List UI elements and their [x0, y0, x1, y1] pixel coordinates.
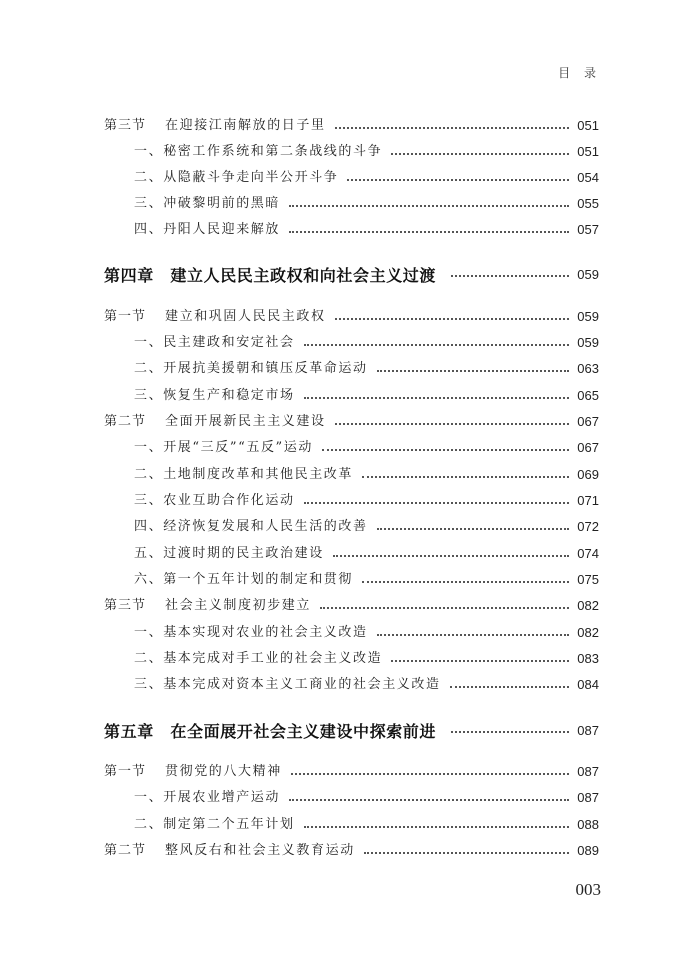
section-title: 建立和巩固人民民主政权 — [165, 309, 326, 324]
toc-section-entry[interactable] — [104, 306, 599, 328]
page-number: 069 — [577, 467, 599, 482]
subsection-title: 三、恢复生产和稳定市场 — [134, 388, 295, 403]
page-number: 051 — [577, 118, 599, 133]
toc-subsection-entry[interactable] — [104, 543, 599, 565]
dot-leader — [362, 581, 569, 583]
dot-leader — [362, 476, 569, 478]
toc-subsection-entry[interactable] — [104, 358, 599, 380]
subsection-title: 二、土地制度改革和其他民主改革 — [134, 467, 354, 482]
section-title: 贯彻党的八大精神 — [165, 764, 282, 779]
toc-chapter-entry[interactable] — [104, 261, 599, 287]
page-number: 082 — [577, 625, 599, 640]
page-number: 059 — [577, 266, 599, 282]
subsection-title: 六、第一个五年计划的制定和贯彻 — [134, 572, 354, 587]
dot-leader — [391, 660, 569, 662]
dot-leader — [304, 344, 570, 346]
toc-subsection-entry[interactable] — [104, 516, 599, 538]
dot-leader — [333, 555, 569, 557]
section-label: 第三节 — [104, 598, 147, 613]
section-title: 全面开展新民主主义建设 — [165, 414, 326, 429]
toc-chapter-entry[interactable] — [104, 717, 599, 743]
toc-subsection-entry[interactable] — [104, 193, 599, 215]
dot-leader — [335, 318, 570, 320]
page-number: 067 — [577, 414, 599, 429]
toc-subsection-entry[interactable] — [104, 464, 599, 486]
toc-section-entry[interactable] — [104, 840, 599, 862]
toc-subsection-entry[interactable] — [104, 167, 599, 189]
page-number: 059 — [577, 309, 599, 324]
subsection-title: 一、基本实现对农业的社会主义改造 — [134, 625, 368, 640]
subsection-title: 一、开展“三反”“五反”运动 — [134, 440, 313, 455]
dot-leader — [335, 423, 570, 425]
section-label: 第二节 — [104, 843, 147, 858]
dot-leader — [377, 370, 570, 372]
page-number: 063 — [577, 361, 599, 376]
page-number: 059 — [577, 335, 599, 350]
dot-leader — [304, 397, 570, 399]
page-number: 075 — [577, 572, 599, 587]
section-label: 第三节 — [104, 118, 147, 133]
dot-leader — [289, 205, 569, 207]
dot-leader — [289, 799, 569, 801]
dot-leader — [377, 528, 570, 530]
page-number: 054 — [577, 170, 599, 185]
toc-subsection-entry[interactable] — [104, 569, 599, 591]
toc-subsection-entry[interactable] — [104, 219, 599, 241]
toc-subsection-entry[interactable] — [104, 674, 599, 696]
toc-subsection-entry[interactable] — [104, 648, 599, 670]
page-number: 067 — [577, 440, 599, 455]
subsection-title: 二、从隐蔽斗争走向半公开斗争 — [134, 170, 339, 185]
section-title: 社会主义制度初步建立 — [165, 598, 312, 613]
dot-leader — [451, 731, 569, 733]
subsection-title: 二、制定第二个五年计划 — [134, 817, 295, 832]
page-number: 083 — [577, 651, 599, 666]
folio-page-number: 003 — [575, 880, 601, 899]
subsection-title: 四、经济恢复发展和人民生活的改善 — [134, 519, 368, 534]
page-number: 055 — [577, 196, 599, 211]
toc-subsection-entry[interactable] — [104, 787, 599, 809]
section-title: 在迎接江南解放的日子里 — [165, 118, 326, 133]
section-label: 第一节 — [104, 309, 147, 324]
dot-leader — [335, 127, 570, 129]
subsection-title: 一、民主建政和安定社会 — [134, 335, 295, 350]
page-number: 071 — [577, 493, 599, 508]
dot-leader — [289, 231, 569, 233]
subsection-title: 三、基本完成对资本主义工商业的社会主义改造 — [134, 677, 441, 692]
toc-subsection-entry[interactable] — [104, 622, 599, 644]
page-number: 065 — [577, 388, 599, 403]
toc-subsection-entry[interactable] — [104, 385, 599, 407]
page-number: 089 — [577, 843, 599, 858]
section-title: 整风反右和社会主义教育运动 — [165, 843, 355, 858]
toc-subsection-entry[interactable] — [104, 332, 599, 354]
toc-subsection-entry[interactable] — [104, 490, 599, 512]
dot-leader — [320, 607, 569, 609]
section-label: 第二节 — [104, 414, 147, 429]
chapter-title: 第四章 建立人民民主政权和向社会主义过渡 — [104, 265, 437, 285]
page-number: 082 — [577, 598, 599, 613]
page-number: 074 — [577, 546, 599, 561]
dot-leader — [451, 275, 569, 277]
subsection-title: 一、秘密工作系统和第二条战线的斗争 — [134, 144, 383, 159]
toc-section-entry[interactable] — [104, 595, 599, 617]
subsection-title: 二、开展抗美援朝和镇压反革命运动 — [134, 361, 368, 376]
page-number: 087 — [577, 764, 599, 779]
chapter-title: 第五章 在全面展开社会主义建设中探索前进 — [104, 721, 437, 741]
dot-leader — [304, 826, 570, 828]
subsection-title: 五、过渡时期的民主政治建设 — [134, 546, 324, 561]
toc-subsection-entry[interactable] — [104, 437, 599, 459]
page-number: 087 — [577, 722, 599, 738]
page-number: 051 — [577, 144, 599, 159]
dot-leader — [322, 449, 569, 451]
page-number: 087 — [577, 790, 599, 805]
toc-section-entry[interactable] — [104, 115, 599, 137]
running-header: 目 录 — [558, 66, 601, 80]
dot-leader — [450, 686, 570, 688]
subsection-title: 三、农业互助合作化运动 — [134, 493, 295, 508]
subsection-title: 三、冲破黎明前的黑暗 — [134, 196, 281, 211]
page-number: 088 — [577, 817, 599, 832]
toc-section-entry[interactable] — [104, 411, 599, 433]
subsection-title: 四、丹阳人民迎来解放 — [134, 222, 281, 237]
page-number: 057 — [577, 222, 599, 237]
toc-subsection-entry[interactable] — [104, 814, 599, 836]
dot-leader — [377, 634, 570, 636]
toc-section-entry[interactable] — [104, 761, 599, 783]
subsection-title: 一、开展农业增产运动 — [134, 790, 281, 805]
page-number: 072 — [577, 519, 599, 534]
dot-leader — [364, 852, 569, 854]
page-number: 084 — [577, 677, 599, 692]
section-label: 第一节 — [104, 764, 147, 779]
dot-leader — [391, 153, 569, 155]
toc-subsection-entry[interactable] — [104, 141, 599, 163]
dot-leader — [304, 502, 570, 504]
dot-leader — [347, 179, 569, 181]
dot-leader — [291, 773, 569, 775]
subsection-title: 二、基本完成对手工业的社会主义改造 — [134, 651, 383, 666]
